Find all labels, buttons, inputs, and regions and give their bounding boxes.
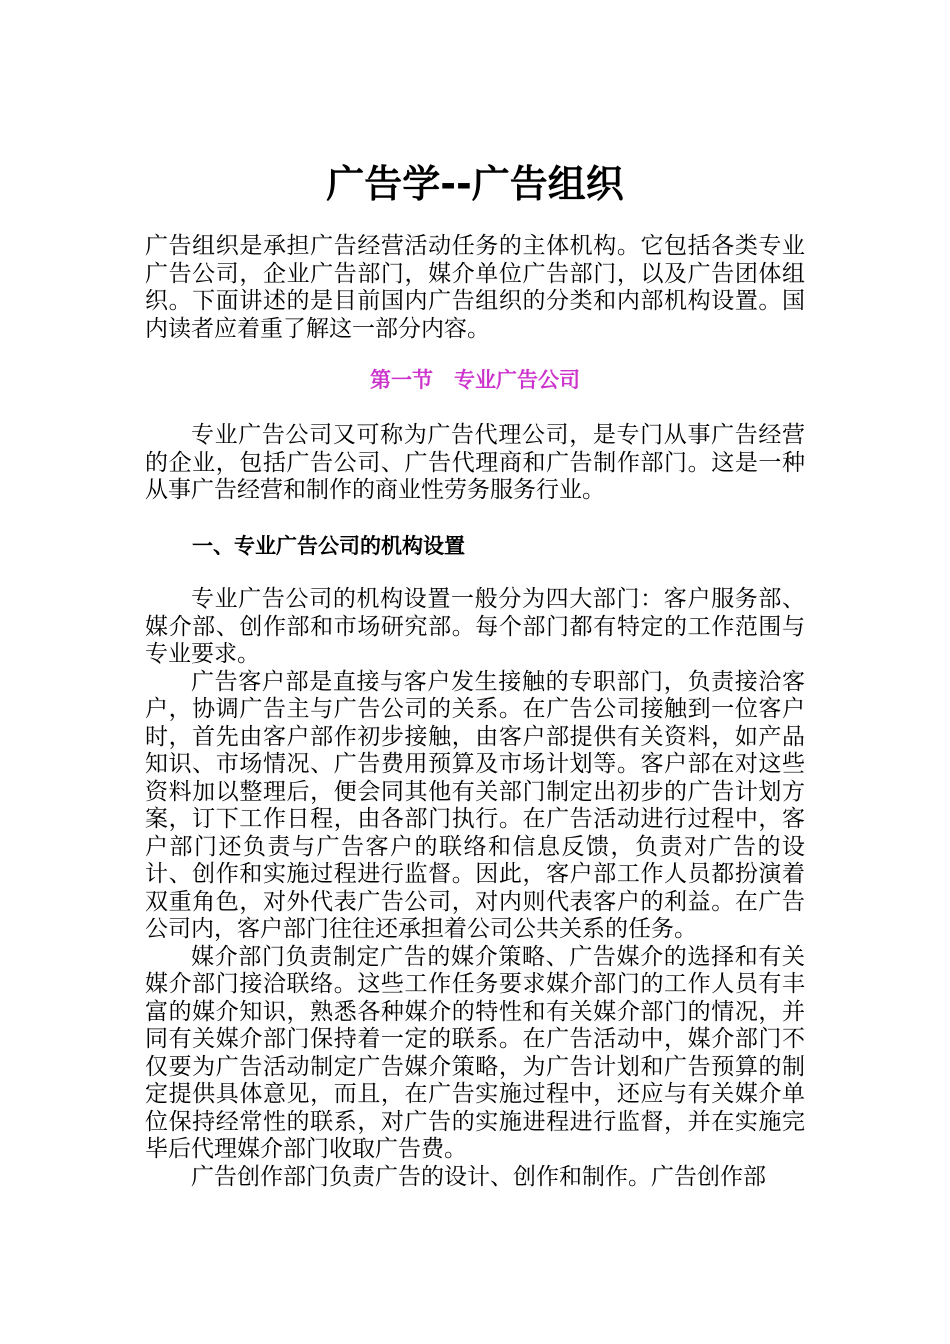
document-title: 广告学--广告组织	[326, 162, 624, 206]
section-heading: 第一节 专业广告公司	[370, 368, 580, 392]
body-paragraph: 媒介部门负责制定广告的媒介策略、广告媒介的选择和有关媒介部门接洽联络。这些工作任务要求媒介部门的工作人员有丰富的媒介知识，熟悉各种媒介的特性和有关媒介部门的情况，并同有关媒介部门保持着一定的联系。在广告活动中，媒介部门不仅要为广告活动制定广告媒介策略，为广告计划和广告预算的制定提供具体意见，而且，在广告实施过程中，还应与有关媒介单位保持经常性的联系，对广告的实施进程进行监督，并在实施完毕后代理媒介部门收取广告费。	[145, 943, 805, 1162]
subsection-heading: 一、专业广告公司的机构设置	[192, 534, 465, 558]
body-paragraph: 专业广告公司的机构设置一般分为四大部门：客户服务部、媒介部、创作部和市场研究部。每个部门都有特定的工作范围与专业要求。	[145, 586, 805, 667]
section-intro-paragraph: 专业广告公司又可称为广告代理公司，是专门从事广告经营的企业，包括广告公司、广告代理商和广告制作部门。这是一种从事广告经营和制作的商业性劳务服务行业。	[145, 422, 805, 503]
body-paragraph: 广告客户部是直接与客户发生接触的专职部门，负责接洽客户，协调广告主与广告公司的关系。在广告公司接触到一位客户时，首先由客户部作初步接触，由客户部提供有关资料，如产品知识、市场情况、广告费用预算及市场计划等。客户部在对这些资料加以整理后，便会同其他有关部门制定出初步的广告计划方案，订下工作日程，由各部门执行。在广告活动进行过程中，客户部门还负责与广告客户的联络和信息反馈，负责对广告的设计、创作和实施过程进行监督。因此，客户部工作人员都扮演着双重角色，对外代表广告公司，对内则代表客户的利益。在广告公司内，客户部门往往还承担着公司公共关系的任务。	[145, 668, 805, 942]
body-paragraph: 广告创作部门负责广告的设计、创作和制作。广告创作部	[191, 1163, 766, 1190]
body-text	[145, 586, 805, 1191]
intro-paragraph: 广告组织是承担广告经营活动任务的主体机构。它包括各类专业广告公司，企业广告部门，媒介单位广告部门，以及广告团体组织。下面讲述的是目前国内广告组织的分类和内部机构设置。国内读者应着重了解这一部分内容。	[145, 233, 805, 342]
